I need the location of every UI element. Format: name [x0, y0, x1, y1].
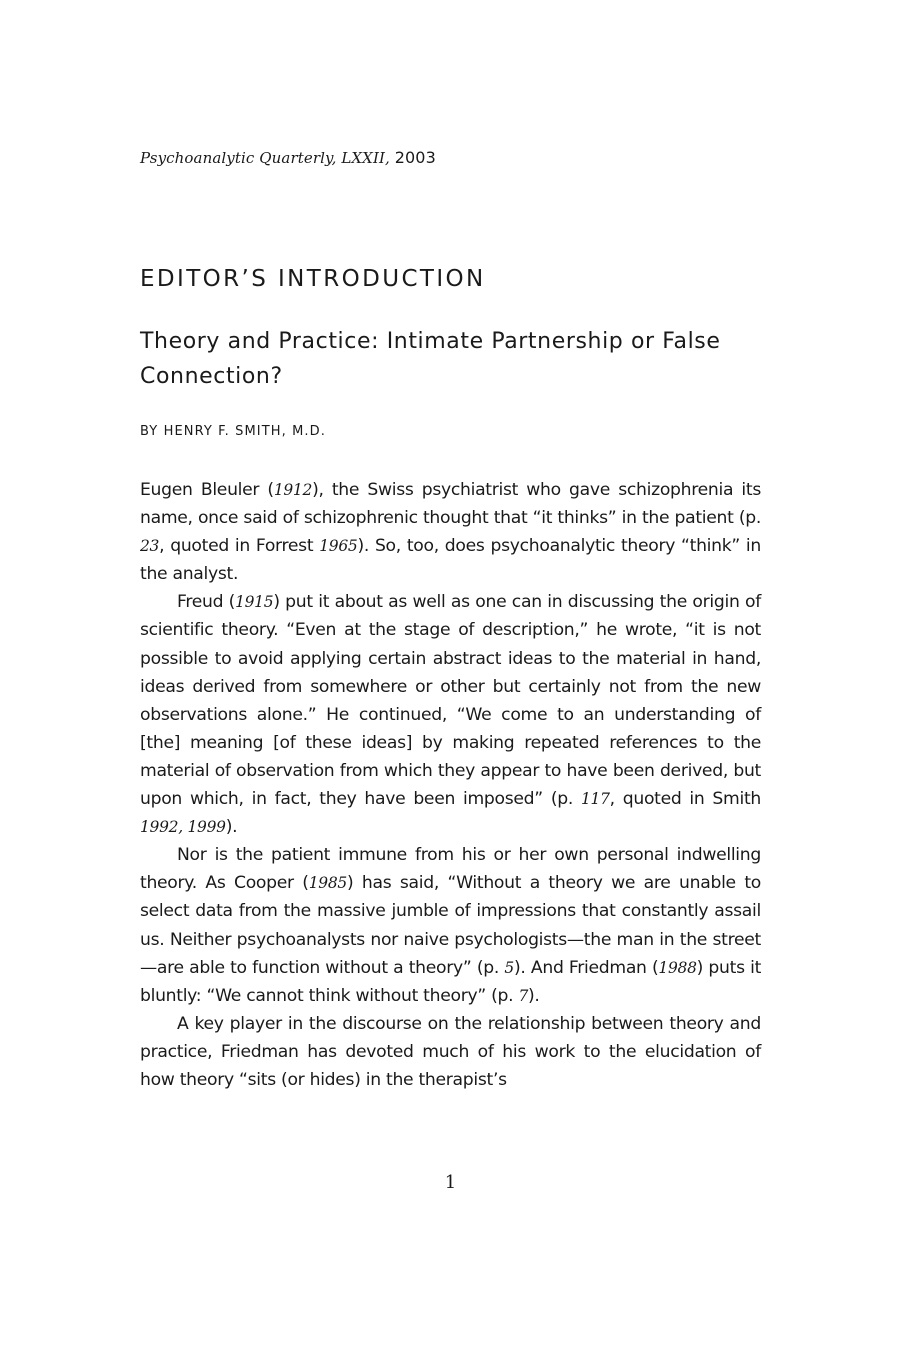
journal-year: 2003	[394, 148, 436, 167]
citation-year: 1985	[308, 874, 347, 893]
text-run: , quoted in Smith	[609, 789, 761, 810]
paper-page	[140, 0, 761, 1350]
article-title: Theory and Practice: Intimate Partnership or False Connection?	[140, 329, 721, 389]
citation-page: 117	[580, 790, 610, 809]
journal-name: Psychoanalytic Quarterly, LXXII,	[140, 149, 390, 167]
text-run: , quoted in Forrest	[159, 536, 320, 557]
running-head	[140, 148, 436, 167]
citation-year: 1992, 1999	[140, 818, 226, 837]
text-run: ), the Swiss psychiatrist who gave schizophrenia its name, once said of schizophrenic thought that “it thinks” in the patient (p.	[140, 480, 761, 529]
citation-page: 23	[140, 537, 160, 556]
paragraph-1	[140, 476, 761, 588]
paragraph-3	[140, 841, 761, 1010]
citation-year: 1912	[273, 481, 313, 499]
citation-year: 1988	[658, 958, 697, 977]
text-run: ).	[225, 817, 238, 838]
text-run: ).	[528, 985, 540, 1006]
text-run: Nor is the patient immune from his or her own personal indwelling theory. As Cooper (	[140, 845, 761, 894]
paragraph-2	[140, 588, 761, 841]
text-run: ) has said, “Without a theory we are unable to select data from the massive jumble of impressions that constantly assail us. Neither psychoanalysts nor naive psychologists—the man in the street—are able to function without a theory” (p.	[140, 873, 761, 978]
text-run: Eugen Bleuler (	[140, 480, 274, 500]
text-run: ). And Friedman (	[513, 957, 659, 978]
citation-year: 1915	[235, 593, 274, 612]
citation-page: 5	[504, 958, 514, 977]
text-run: A key player in the discourse on the relationship between theory and practice, Friedman has devoted much of his work to the elucidation of how theory “sits (or hides) in the therapist’s	[140, 1013, 761, 1090]
citation-year: 1965	[319, 537, 358, 556]
text-run: ). So, too, does psychoanalytic theory “think” in the analyst.	[140, 536, 761, 585]
author-byline: BY HENRY F. SMITH, M.D.	[140, 424, 326, 439]
page-number: 1	[444, 1172, 457, 1193]
citation-page: 7	[518, 986, 529, 1005]
section-title: EDITOR’S INTRODUCTION	[140, 266, 486, 292]
text-run: ) put it about as well as one can in discussing the origin of scientific theory. “Even at the stage of description,” he wrote, “it is not possible to avoid applying certain abstract ideas to the material in hand, ideas derived from somewhere or other but certainly not from the new observations alone.” He continued, “We come to an understanding of [the] meaning [of these ideas] by making repeated references to the material of observation from which they appear to have been derived, but upon which, in fact, they have been imposed” (p.	[140, 592, 761, 810]
text-run: Freud (	[177, 592, 236, 613]
paragraph-4	[140, 1010, 761, 1094]
body-text	[140, 476, 761, 1094]
text-run: ) puts it bluntly: “We cannot think without theory” (p.	[140, 957, 762, 1006]
